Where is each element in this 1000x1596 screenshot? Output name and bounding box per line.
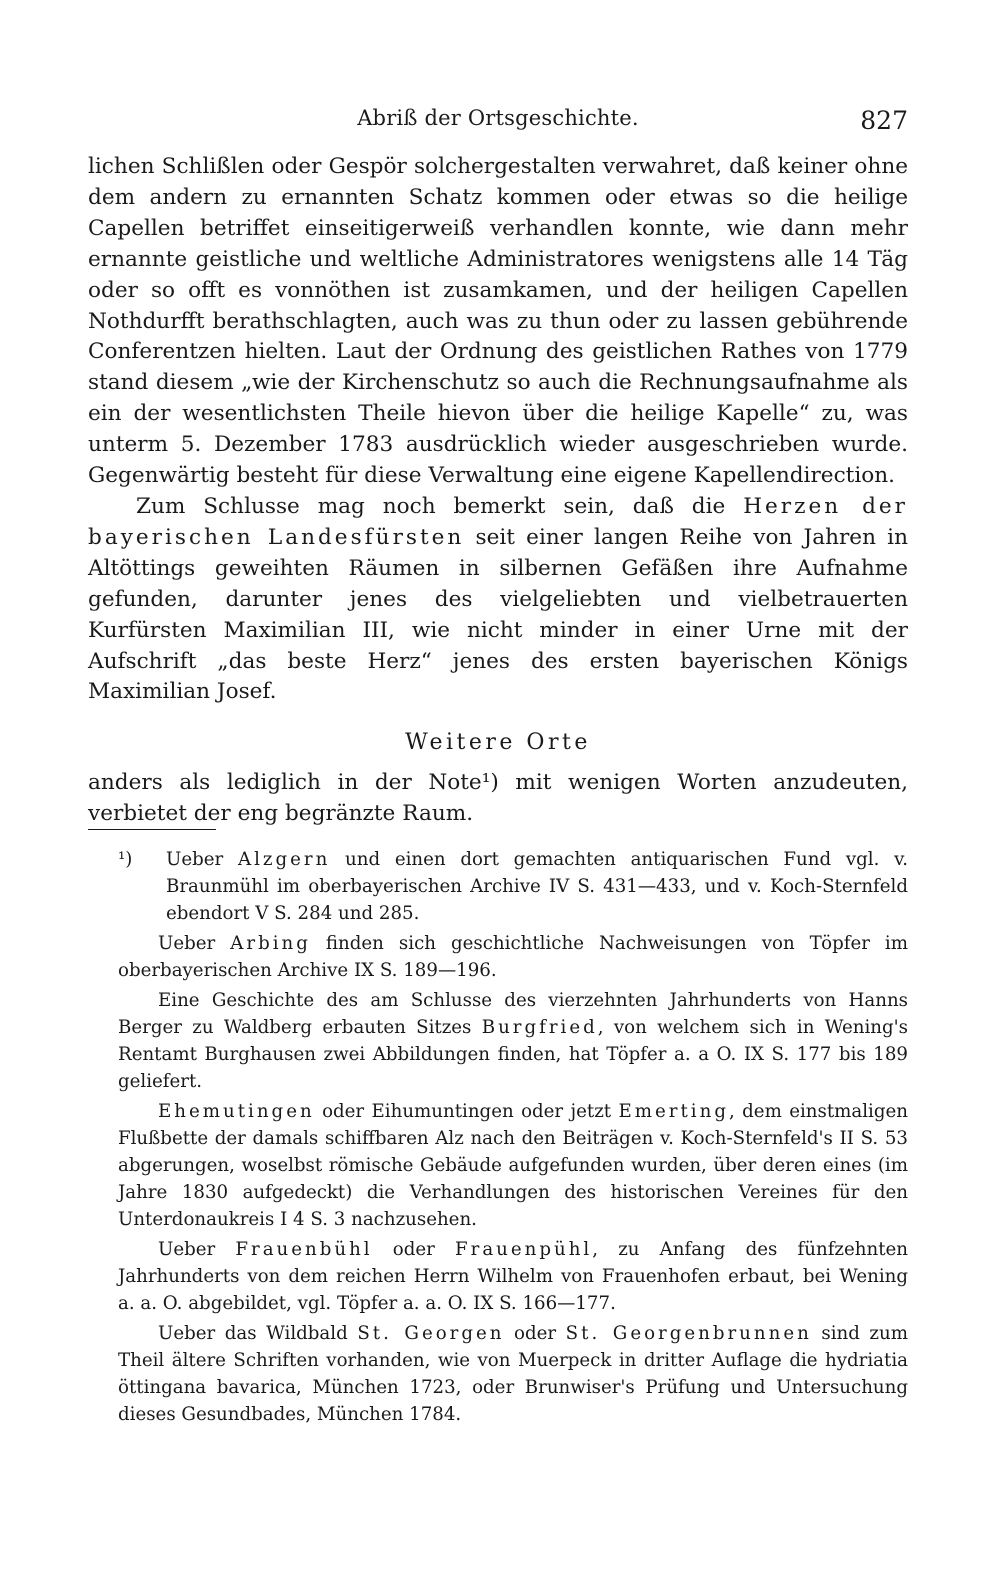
footnote-4	[118, 1098, 908, 1233]
footnote-3-text-start: Eine Geschichte des am Schlusse des vierzehnten Jahrhunderts von Hanns Berger zu Waldberg erbauten Sitzes	[118, 990, 908, 1038]
footnote-1-emphasis: Alzgern	[237, 849, 331, 870]
footnote-5-text-end: , zu Anfang des fünfzehnten Jahrhunderts von dem reichen Herrn Wilhelm von Frauenhofen erbaut, bei Wening a. a. O. abgebildet, vgl. Töpfer a. a. O. IX S. 166—177.	[118, 1239, 908, 1314]
footnote-5-text-start: Ueber	[158, 1239, 236, 1260]
footnote-1-text-end: und einen dort gemachten antiquarischen Fund vgl. v. Braunmühl im oberbayerischen Archive IV S. 431—433, und v. Koch-Sternfeld ebendort V S. 284 und 285.	[166, 849, 908, 924]
footnote-6-text-middle: oder	[504, 1323, 566, 1344]
footnote-4-emphasis-2: Emerting	[618, 1101, 729, 1122]
paragraph-2-text-end: seit einer langen Reihe von Jahren in Altöttings geweihten Räumen in silbernen Gefäßen ihre Aufnahme gefunden, darunter jenes des vielgeliebten und vielbetrauerten Kurfürsten Maximilian III, wie nicht minder in einer Urne mit der Aufschrift „das beste Herz“ jenes des ersten bayerischen Königs Maximilian Josef.	[88, 524, 908, 705]
footnote-2-emphasis: Arbing	[230, 933, 311, 954]
paragraph-2	[88, 492, 908, 708]
footnote-5-text-middle: oder	[372, 1239, 456, 1260]
footnote-1-text-start: Ueber	[166, 849, 238, 870]
book-page	[88, 0, 908, 1596]
footnote-3-emphasis: Burgfried	[481, 1017, 598, 1038]
footnote-2	[118, 930, 908, 984]
paragraph-2-text-start: Zum Schlusse mag noch bemerkt sein, daß die	[136, 493, 744, 519]
footnote-4-emphasis-1: Ehemutingen	[158, 1101, 315, 1122]
footnote-6-emphasis-1: St. Georgen	[357, 1323, 505, 1344]
running-head	[88, 106, 908, 140]
footnote-6	[118, 1320, 908, 1428]
footnote-6-emphasis-2: St. Georgenbrunnen	[565, 1323, 812, 1344]
main-text	[88, 152, 908, 830]
footnote-6-text-end: sind zum Theil ältere Schriften vorhanden, wie von Muerpeck in dritter Auflage die hydriatia öttingana bavarica, München 1723, oder Brunwiser's Prüfung und Untersuchung dieses Gesundbades, München 1784.	[118, 1323, 908, 1425]
paragraph-3: anders als lediglich in der Note¹) mit wenigen Worten anzudeuten, verbietet der eng begränzte Raum.	[88, 770, 908, 827]
footnote-3	[118, 987, 908, 1095]
footnote-4-text-middle: oder Eihumuntingen oder jetzt	[314, 1101, 619, 1122]
footnote-5	[118, 1236, 908, 1317]
footnote-6-text-start: Ueber das Wildbald	[158, 1323, 358, 1344]
section-heading: Weitere Orte	[405, 730, 591, 756]
footnote-5-emphasis-2: Frauenpühl	[455, 1239, 593, 1260]
footnote-marker: ¹)	[118, 849, 133, 870]
footnote-3-text-end: , von welchem sich in Wening's Rentamt Burghausen zwei Abbildungen finden, hat Töpfer a. a O. IX S. 177 bis 189 geliefert.	[118, 1017, 908, 1092]
footnote-5-emphasis-1: Frauenbühl	[235, 1239, 373, 1260]
footnote-4-text-end: , dem einstmaligen Flußbette der damals schiffbaren Alz nach den Beiträgen v. Koch-Sternfeld's II S. 53 abgerungen, woselbst römische Gebäude aufgefunden wurden, über deren eines (im Jahre 1830 aufgedeckt) die Verhandlungen des historischen Vereines für den Unterdonaukreis I 4 S. 3 nachzusehen.	[118, 1101, 908, 1230]
paragraph-1: lichen Schlißlen oder Gespör solchergestalten verwahret, daß keiner ohne dem andern zu ernannten Schatz kommen oder etwas so die heilige Capellen betriffet einseitigerweiß verhandlen konnte, wie dann mehr ernannte geistliche und weltliche Administratores wenigstens alle 14 Täg oder so offt es vonnöthen ist zusamkamen, und der heiligen Capellen Nothdurfft berathschlagten, auch was zu thun oder zu lassen gebührende Conferentzen hielten. Laut der Ordnung des geistlichen Rathes von 1779 stand diesem „wie der Kirchenschutz so auch die Rechnungsaufnahme als ein der wesentlichsten Theile hievon über die heilige Kapelle“ zu, was unterm 5. Dezember 1783 ausdrücklich wieder ausgeschrieben wurde. Gegenwärtig besteht für diese Verwaltung eine eigene Kapellendirection.	[88, 154, 908, 489]
footnote-2-text-start: Ueber	[158, 933, 231, 954]
footnote-divider	[88, 829, 216, 830]
footnote-2-text-end: finden sich geschichtliche Nachweisungen von Töpfer im oberbayerischen Archive IX S. 189—196.	[118, 933, 908, 981]
paragraph-2-emphasis: Herzen der bayerischen Landesfürsten	[88, 493, 908, 550]
footnote-1	[118, 846, 908, 927]
running-title: Abriß der Ortsgeschichte.	[357, 106, 639, 130]
page-number: 827	[860, 106, 908, 135]
footnotes	[118, 846, 908, 1431]
